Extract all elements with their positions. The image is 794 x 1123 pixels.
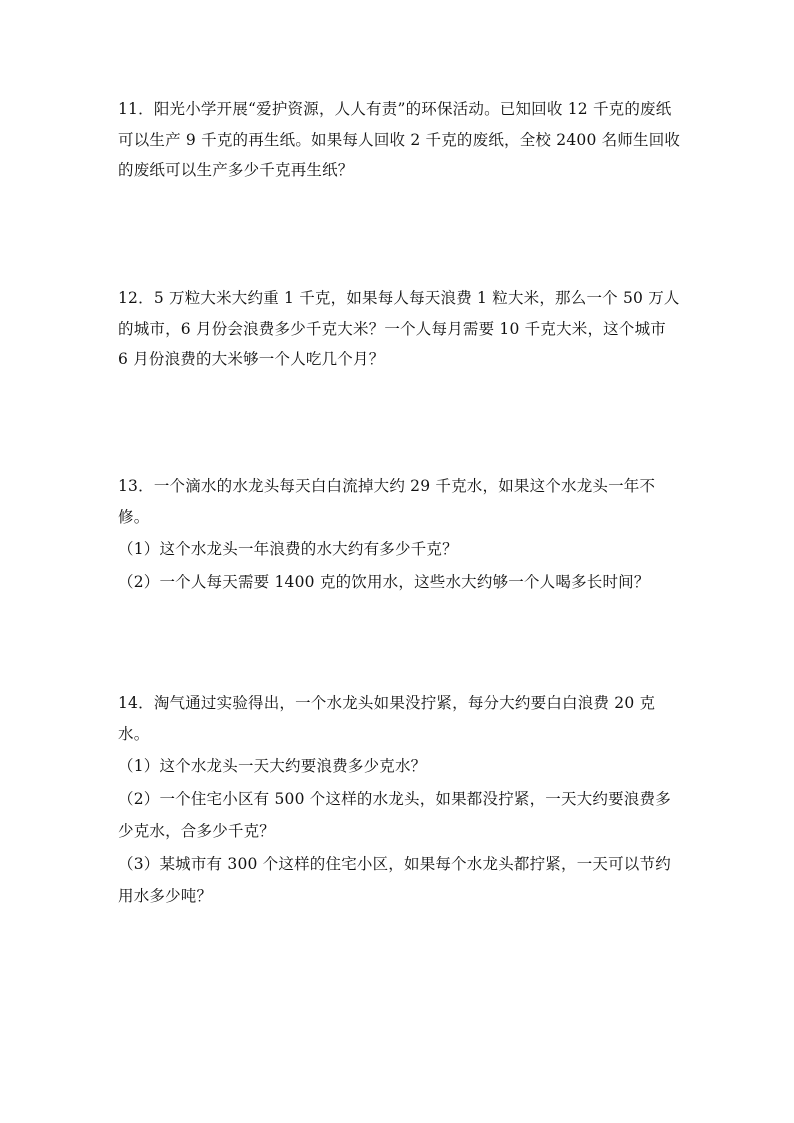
- question-13-line-1: 13．一个滴水的水龙头每天白白流掉大约 29 千克水，如果这个水龙头一年不: [118, 477, 656, 495]
- question-14-sub-2-cont: 少克水，合多少千克？: [118, 822, 276, 840]
- question-14-line-2: 水。: [118, 724, 150, 743]
- question-11-line-2: 可以生产 9 千克的再生纸。如果每人回收 2 千克的废纸，全校 2400 名师生回收: [118, 130, 681, 149]
- question-12-line-3: 6 月份浪费的大米够一个人吃几个月？: [118, 350, 385, 368]
- question-12-line-2: 的城市，6 月份会浪费多少千克大米？一个人每月需要 10 千克大米，这个城市: [118, 319, 666, 338]
- question-12-line-1: 12．5 万粒大米大约重 1 千克，如果每人每天浪费 1 粒大米，那么一个 50 万人: [118, 289, 680, 307]
- question-14-sub-3: （3）某城市有 300 个这样的住宅小区，如果每个水龙头都拧紧，一天可以节约: [118, 854, 671, 873]
- question-14-sub-1: （1）这个水龙头一天大约要浪费多少克水？: [118, 757, 427, 775]
- question-14-sub-3-cont: 用水多少吨？: [118, 887, 213, 905]
- question-13: [118, 471, 674, 597]
- question-12: [118, 283, 680, 375]
- question-14-sub-2: （2）一个住宅小区有 500 个这样的水龙头，如果都没拧紧，一天大约要浪费多: [118, 789, 671, 808]
- question-14-line-1: 14．淘气通过实验得出，一个水龙头如果没拧紧，每分大约要白白浪费 20 克: [118, 694, 656, 712]
- question-13-sub-2: （2）一个人每天需要 1400 克的饮用水，这些水大约够一个人喝多长时间？: [118, 572, 650, 591]
- question-11-line-3: 的废纸可以生产多少千克再生纸？: [118, 161, 354, 179]
- question-13-sub-1: （1）这个水龙头一年浪费的水大约有多少千克？: [118, 540, 458, 558]
- question-14: [118, 688, 674, 912]
- question-11: [118, 94, 681, 186]
- question-11-line-1: 11．阳光小学开展“爱护资源，人人有责”的环保活动。已知回收 12 千克的废纸: [118, 100, 672, 118]
- question-13-line-2: 修。: [118, 507, 150, 526]
